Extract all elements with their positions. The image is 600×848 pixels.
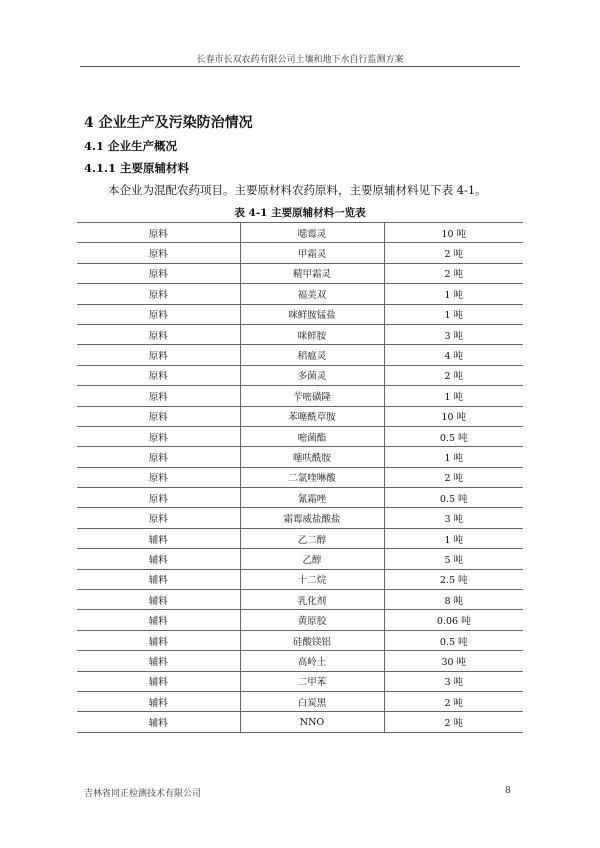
material-name-cell: 福美双 <box>240 284 384 304</box>
material-name-cell: NNO <box>240 712 384 732</box>
material-name-cell: 黄原胶 <box>240 610 384 630</box>
material-name-cell: 十二烷 <box>240 569 384 589</box>
material-type-cell: 辅料 <box>77 671 240 691</box>
material-name-cell: 硅酸镁铝 <box>240 630 384 650</box>
material-type-cell: 原料 <box>77 223 240 243</box>
footer-company: 吉林省同正检测技术有限公司 <box>84 789 202 799</box>
material-name-cell: 乙醇 <box>240 549 384 569</box>
material-quantity-cell: 30 吨 <box>384 651 523 671</box>
page-header: 长春市长双农药有限公司土壤和地下水自行监测方案 <box>196 55 404 65</box>
material-type-cell: 原料 <box>77 365 240 385</box>
table-row <box>77 671 523 691</box>
table-row <box>77 508 523 528</box>
table-row <box>77 304 523 324</box>
table-row <box>77 590 523 610</box>
header-divider <box>80 66 520 67</box>
material-name-cell: 乙二醇 <box>240 528 384 548</box>
material-type-cell: 原料 <box>77 284 240 304</box>
material-type-cell: 辅料 <box>77 590 240 610</box>
material-name-cell: 氰霜唑 <box>240 488 384 508</box>
material-type-cell: 辅料 <box>77 610 240 630</box>
material-quantity-cell: 2 吨 <box>384 467 523 487</box>
material-type-cell: 辅料 <box>77 691 240 711</box>
material-type-cell: 辅料 <box>77 569 240 589</box>
table-row <box>77 284 523 304</box>
material-type-cell: 辅料 <box>77 651 240 671</box>
table-row <box>77 569 523 589</box>
table-row <box>77 488 523 508</box>
material-quantity-cell: 1 吨 <box>384 528 523 548</box>
material-type-cell: 原料 <box>77 386 240 406</box>
material-type-cell: 原料 <box>77 243 240 263</box>
material-name-cell: 咪鲜胺锰盐 <box>240 304 384 324</box>
body-paragraph: 本企业为混配农药项目。主要原材料农药原料，主要原辅材料见下表 4-1。 <box>108 183 487 197</box>
material-quantity-cell: 2 吨 <box>384 712 523 732</box>
material-name-cell: 稻瘟灵 <box>240 345 384 365</box>
material-name-cell: 高岭土 <box>240 651 384 671</box>
material-quantity-cell: 5 吨 <box>384 549 523 569</box>
table-row <box>77 263 523 283</box>
material-quantity-cell: 0.5 吨 <box>384 426 523 446</box>
material-quantity-cell: 0.5 吨 <box>384 488 523 508</box>
materials-table <box>77 222 523 733</box>
table-row <box>77 406 523 426</box>
material-name-cell: 苯噻酰草胺 <box>240 406 384 426</box>
material-type-cell: 辅料 <box>77 712 240 732</box>
table-row <box>77 223 523 243</box>
material-type-cell: 原料 <box>77 304 240 324</box>
material-quantity-cell: 3 吨 <box>384 671 523 691</box>
material-name-cell: 嘧菌酯 <box>240 426 384 446</box>
table-row <box>77 467 523 487</box>
table-row <box>77 345 523 365</box>
material-name-cell: 霜霉威盐酸盐 <box>240 508 384 528</box>
section-heading: 4 企业生产及污染防治情况 <box>84 115 253 131</box>
material-quantity-cell: 2 吨 <box>384 263 523 283</box>
material-quantity-cell: 8 吨 <box>384 590 523 610</box>
table-row <box>77 651 523 671</box>
subsection-heading: 4.1 企业生产概况 <box>84 139 178 153</box>
material-quantity-cell: 2 吨 <box>384 691 523 711</box>
material-quantity-cell: 2 吨 <box>384 243 523 263</box>
material-quantity-cell: 1 吨 <box>384 284 523 304</box>
material-type-cell: 原料 <box>77 426 240 446</box>
material-quantity-cell: 1 吨 <box>384 447 523 467</box>
material-quantity-cell: 0.5 吨 <box>384 630 523 650</box>
material-type-cell: 原料 <box>77 263 240 283</box>
material-type-cell: 辅料 <box>77 630 240 650</box>
material-quantity-cell: 1 吨 <box>384 304 523 324</box>
table-row <box>77 610 523 630</box>
table-row <box>77 691 523 711</box>
material-quantity-cell: 3 吨 <box>384 508 523 528</box>
material-name-cell: 甲霜灵 <box>240 243 384 263</box>
material-type-cell: 原料 <box>77 467 240 487</box>
material-type-cell: 原料 <box>77 488 240 508</box>
material-name-cell: 苄嘧磺隆 <box>240 386 384 406</box>
table-row <box>77 630 523 650</box>
material-quantity-cell: 10 吨 <box>384 406 523 426</box>
table-row <box>77 528 523 548</box>
table-caption: 表 4-1 主要原辅材料一览表 <box>234 207 366 219</box>
material-quantity-cell: 1 吨 <box>384 386 523 406</box>
table-row <box>77 243 523 263</box>
material-name-cell: 精甲霜灵 <box>240 263 384 283</box>
material-type-cell: 辅料 <box>77 528 240 548</box>
material-name-cell: 二氯喹啉酸 <box>240 467 384 487</box>
material-type-cell: 原料 <box>77 447 240 467</box>
material-name-cell: 咪鲜胺 <box>240 324 384 344</box>
material-type-cell: 原料 <box>77 406 240 426</box>
material-type-cell: 原料 <box>77 508 240 528</box>
table-row <box>77 712 523 732</box>
material-name-cell: 多菌灵 <box>240 365 384 385</box>
material-type-cell: 辅料 <box>77 549 240 569</box>
page-number: 8 <box>505 786 511 796</box>
material-quantity-cell: 2 吨 <box>384 365 523 385</box>
table-row <box>77 426 523 446</box>
table-row <box>77 365 523 385</box>
material-quantity-cell: 2.5 吨 <box>384 569 523 589</box>
material-name-cell: 二甲苯 <box>240 671 384 691</box>
table-row <box>77 324 523 344</box>
material-name-cell: 噁霉灵 <box>240 223 384 243</box>
material-quantity-cell: 4 吨 <box>384 345 523 365</box>
subsubsection-heading: 4.1.1 主要原辅材料 <box>84 161 190 175</box>
table-row <box>77 447 523 467</box>
table-row <box>77 386 523 406</box>
material-name-cell: 噻呋酰胺 <box>240 447 384 467</box>
material-type-cell: 原料 <box>77 345 240 365</box>
material-quantity-cell: 0.06 吨 <box>384 610 523 630</box>
material-quantity-cell: 3 吨 <box>384 324 523 344</box>
material-name-cell: 乳化剂 <box>240 590 384 610</box>
table-row <box>77 549 523 569</box>
materials-table-body <box>77 223 523 733</box>
material-type-cell: 原料 <box>77 324 240 344</box>
material-quantity-cell: 10 吨 <box>384 223 523 243</box>
material-name-cell: 白炭黑 <box>240 691 384 711</box>
